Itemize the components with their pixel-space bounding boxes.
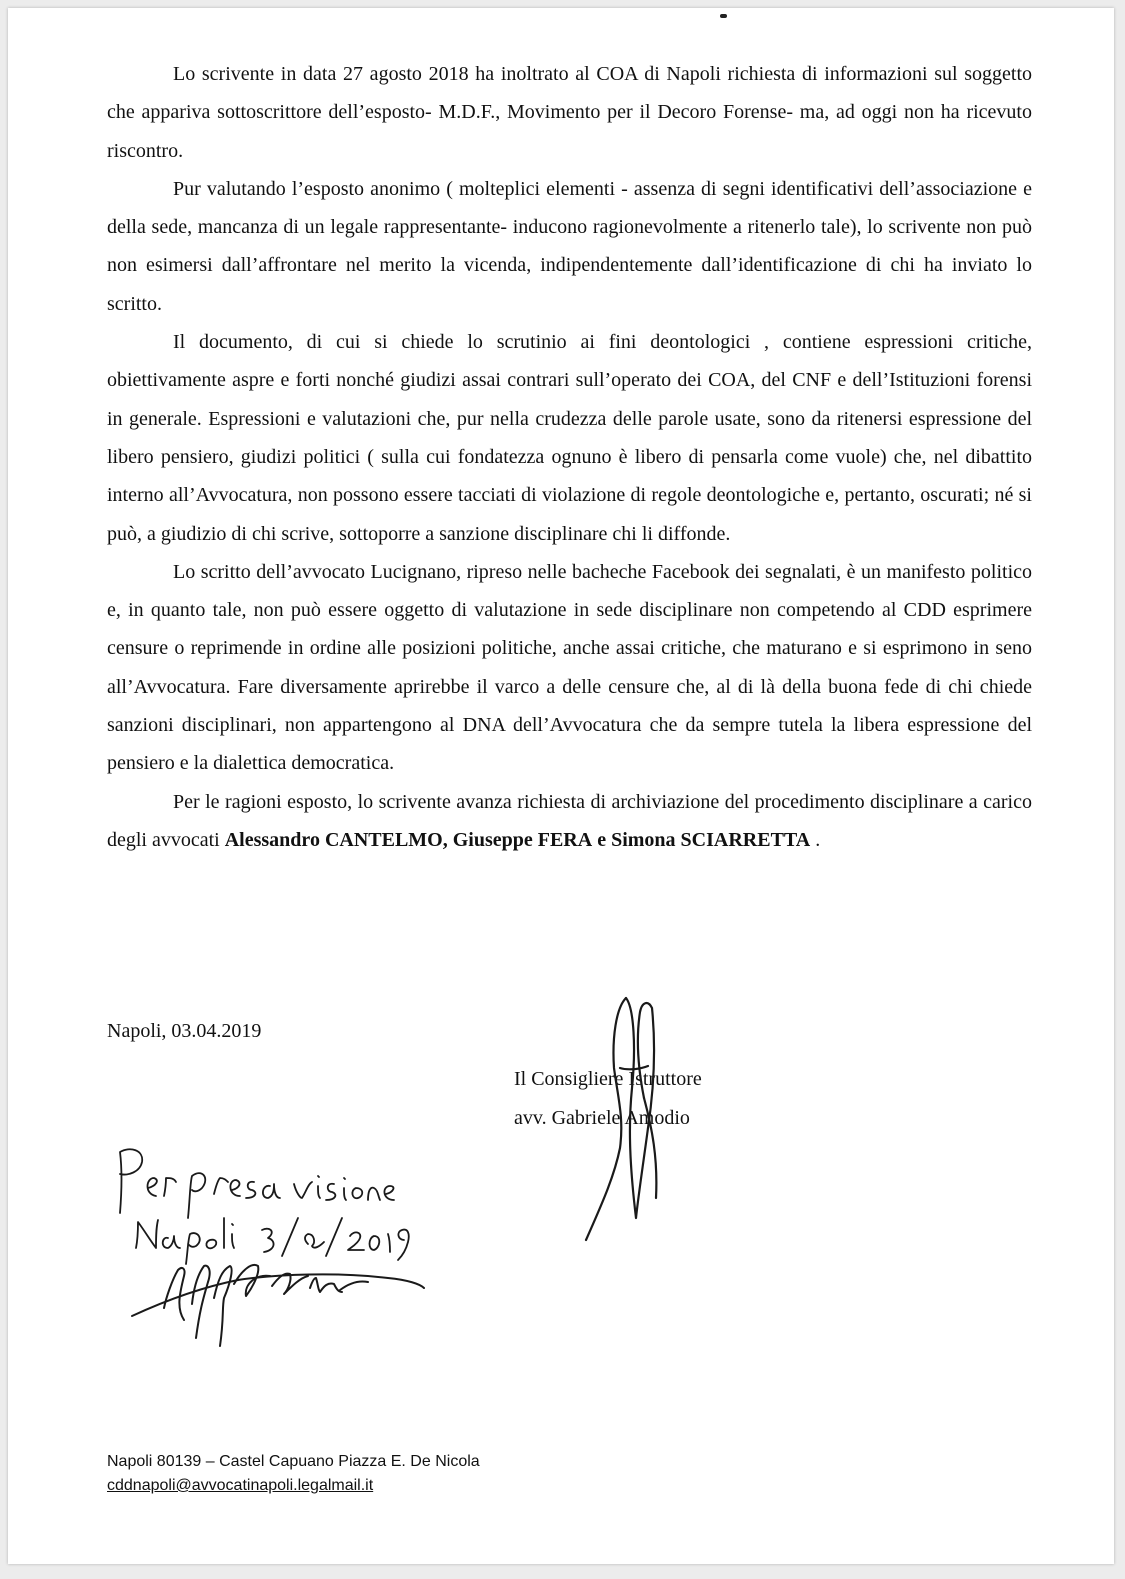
paragraph-4: Lo scritto dell’avvocato Lucignano, ripreso nelle bacheche Facebook dei segnalati, è un manifesto politico e, in quanto tale, non può essere oggetto di valutazione in sede disciplinare non competendo al CDD esprimere censure o reprimende in ordine alle posizioni politiche, anche assai critiche, che maturano e si esprimono in seno all’Avvocatura. Fare diversamente aprirebbe il varco a delle censure che, al di là della buona fede di chi chiede sanzioni disciplinari, non appartengono al DNA dell’Avvocatura che da sempre tutela la libera espressione del pensiero e la dialettica democratica. xyxy=(107,560,1032,775)
signer-name: avv. Gabriele Amodio xyxy=(514,1107,690,1129)
paragraph-2: Pur valutando l’esposto anonimo ( molteplici elementi - assenza di segni identificativi dell’associazione e della sede, mancanza di un legale rappresentante- inducono ragionevolmente a ritenerlo tale), lo scrivente non può non esimersi dall’affrontare nel merito la vicenda, indipendentemente dall’identificazione di chi ha inviato lo scritto. xyxy=(107,177,1032,315)
paragraph-closing xyxy=(107,783,1032,860)
signer-role: Il Consigliere Istruttore xyxy=(514,1068,702,1090)
lawyer-name-2: Giuseppe FERA xyxy=(452,828,593,851)
note-signature xyxy=(132,1265,424,1346)
paragraph-3: Il documento, di cui si chiede lo scrutinio ai fini deontologici , contiene espressioni critiche, obiettivamente aspre e forti nonché giudizi assai contrari sull’operato dei COA, del CNF e dell’Istituzioni forensi in generale. Espressioni e valutazioni che, pur nella crudezza delle parole usate, sono da ritenersi espressione del libero pensiero, giudizi politici ( sulla cui fondatezza ognuno è libero di pensarla come vuole) che, nel dibattito interno all’Avvocatura, non possono essere tacciati di violazione di regole deontologiche e, pertanto, oscurati; né si può, a giudizio di chi scrive, sottoporre a sanzione disciplinare chi li diffonde. xyxy=(107,331,1032,545)
signer-block xyxy=(514,1060,702,1138)
footer xyxy=(107,1450,480,1498)
conjunction: e xyxy=(597,828,607,851)
handwritten-note xyxy=(120,1149,409,1264)
closing-text: Per le ragioni esposto, lo scrivente avanza richiesta di archiviazione del procedimento disciplinare a carico degli avvocati xyxy=(107,790,1032,851)
footer-address: Napoli 80139 – Castel Capuano Piazza E. De Nicola xyxy=(107,1453,480,1470)
closing-period: . xyxy=(810,828,821,851)
document-page xyxy=(8,8,1114,1564)
paragraph-1: Lo scrivente in data 27 agosto 2018 ha inoltrato al COA di Napoli richiesta di informazioni sul soggetto che appariva sottoscrittore dell’esposto- M.D.F., Movimento per il Decoro Forense- ma, ad oggi non ha ricevuto riscontro. xyxy=(107,63,1032,162)
lawyer-name-1: Alessandro CANTELMO, xyxy=(224,828,448,851)
lawyer-name-3: Simona SCIARRETTA xyxy=(611,828,811,851)
footer-email-link[interactable]: cddnapoli@avvocatinapoli.legalmail.it xyxy=(107,1477,374,1494)
document-body xyxy=(107,55,1032,859)
scan-mark xyxy=(720,14,727,18)
place-date: Napoli, 03.04.2019 xyxy=(107,1020,262,1042)
